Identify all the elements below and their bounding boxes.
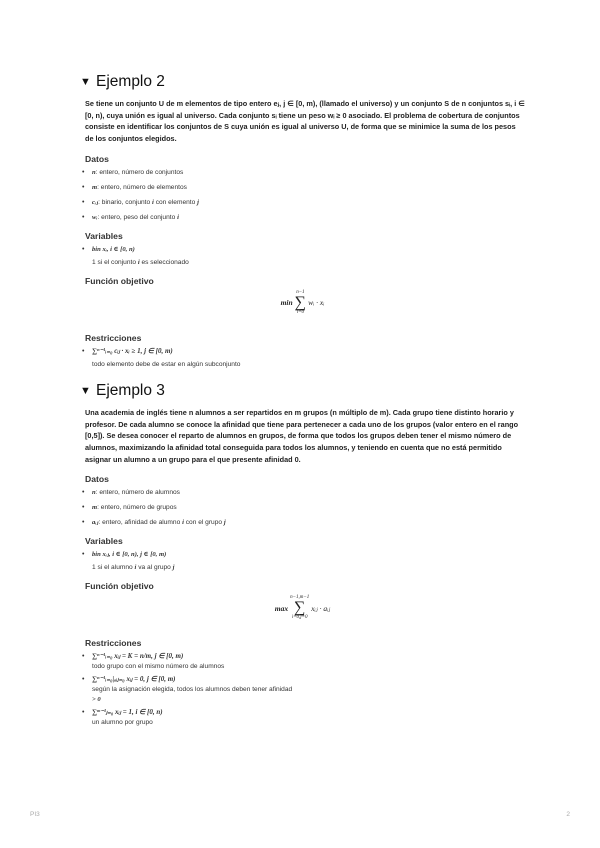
constraint-expression: ∑ⁿ⁻¹ᵢ₌₀|ₐᵢⱼ₌₀ xᵢⱼ = 0, j ∈ [0, m) bbox=[92, 675, 176, 684]
constraint-description-continuation: > 0 bbox=[92, 696, 101, 704]
variable-declaration: bin xᵢ, i ∈ [0, n) bbox=[92, 245, 135, 253]
list-item: • wᵢ: entero, peso del conjunto i bbox=[92, 213, 525, 222]
section-ejemplo-3 bbox=[80, 381, 525, 728]
footer-left-label: PI3 bbox=[30, 811, 40, 818]
variables-heading: Variables bbox=[85, 230, 123, 241]
list-item bbox=[92, 550, 525, 572]
constraint-description: según la asignación elegida, todos los alumnos deben tener afinidad bbox=[92, 686, 293, 694]
datos-heading: Datos bbox=[85, 153, 109, 164]
variable-description: 1 si el alumno i va al grupo j bbox=[92, 564, 175, 572]
constraint-expression: ∑ᵐ⁻¹ⱼ₌₀ xᵢⱼ = 1, i ∈ [0, n) bbox=[92, 708, 163, 717]
variables-heading: Variables bbox=[85, 536, 123, 547]
list-item: • n: entero, número de conjuntos bbox=[92, 168, 525, 177]
list-item: • m: entero, número de grupos bbox=[92, 503, 525, 512]
constraint-expression: ∑ⁿ⁻¹ᵢ₌₀ cᵢⱼ · xᵢ ≥ 1, j ∈ [0, m) bbox=[92, 346, 173, 355]
collapse-triangle-icon[interactable]: ▼ bbox=[80, 76, 91, 88]
objective-formula: max n−1,m−1 ∑ i=0,j=0 xᵢⱼ · aᵢⱼ bbox=[274, 595, 331, 621]
constraint-description: todo elemento debe de estar en algún subconjunto bbox=[92, 360, 241, 368]
constraint-description: un alumno por grupo bbox=[92, 719, 153, 727]
list-item bbox=[92, 245, 525, 267]
document-page bbox=[80, 72, 525, 733]
section-ejemplo-2 bbox=[80, 72, 525, 369]
restricciones-heading: Restricciones bbox=[85, 332, 142, 343]
restricciones-list bbox=[80, 652, 525, 727]
restricciones-heading: Restricciones bbox=[85, 638, 142, 649]
constraint-description: todo grupo con el mismo número de alumnos bbox=[92, 663, 225, 671]
objective-heading: Función objetivo bbox=[85, 581, 154, 592]
page-number: 2 bbox=[566, 811, 570, 818]
heading-ejemplo-2[interactable] bbox=[80, 72, 525, 92]
datos-list bbox=[80, 168, 525, 222]
constraint-expression: ∑ⁿ⁻¹ᵢ₌₀ xᵢⱼ = K = n/m, j ∈ [0, m) bbox=[92, 652, 184, 661]
list-item: • m: entero, número de elementos bbox=[92, 183, 525, 192]
intro-paragraph: Se tiene un conjunto U de m elementos de tipo entero eⱼ, j ∈ [0, m), (llamado el universo) y un conjunto S de n conjuntos sᵢ, i ∈ [0, n), cuya unión es igual al universo. Cada conjunto sᵢ tiene un peso wᵢ ≥ 0 asociado. El problema de cobertura de conjuntos consiste en identificar los conjuntos de S cuya unión es igual al universo U, de forma que se minimice la suma de los pesos de los conjuntos elegidos. bbox=[85, 99, 525, 144]
collapse-triangle-icon[interactable]: ▼ bbox=[80, 384, 91, 397]
objective-heading: Función objetivo bbox=[85, 275, 154, 286]
restricciones-list bbox=[80, 347, 525, 369]
list-item: • cᵢⱼ: binario, conjunto i con elemento j bbox=[92, 198, 525, 207]
variable-declaration: bin xᵢⱼ, i ∈ [0, n), j ∈ [0, m) bbox=[92, 551, 167, 559]
variables-list bbox=[80, 550, 525, 572]
list-item: • aᵢⱼ: entero, afinidad de alumno i con el grupo j bbox=[92, 518, 525, 527]
variables-list bbox=[80, 245, 525, 267]
list-item bbox=[92, 708, 525, 727]
heading-ejemplo-3[interactable] bbox=[80, 381, 525, 401]
variable-description: 1 si el conjunto i es seleccionado bbox=[92, 258, 189, 266]
heading-text: Ejemplo 2 bbox=[96, 73, 165, 90]
list-item bbox=[92, 652, 525, 671]
heading-text: Ejemplo 3 bbox=[96, 381, 165, 399]
datos-list bbox=[80, 488, 525, 527]
list-item bbox=[92, 675, 525, 704]
intro-paragraph: Una academia de inglés tiene n alumnos a ser repartidos en m grupos (n múltiplo de m). Cada grupo tiene distinto horario y profesor. De cada alumno se conoce la afinidad que tiene para pertenecer a cada uno de los grupos (valor entero en el rango [0,5]). Se desea conocer el reparto de alumnos en grupos, de forma que todos los grupos deben tener el mismo número de alumnos, maximizando la afinidad total conseguida para todos los alumnos, y teniendo en cuenta que no está permitido asignar un alumno a un grupo para el que presente afinidad 0. bbox=[85, 407, 519, 464]
list-item bbox=[92, 347, 525, 369]
list-item: • n: entero, número de alumnos bbox=[92, 488, 525, 497]
datos-heading: Datos bbox=[85, 474, 109, 485]
objective-formula: min n−1 ∑ i=0 wᵢ · xᵢ bbox=[280, 289, 325, 315]
